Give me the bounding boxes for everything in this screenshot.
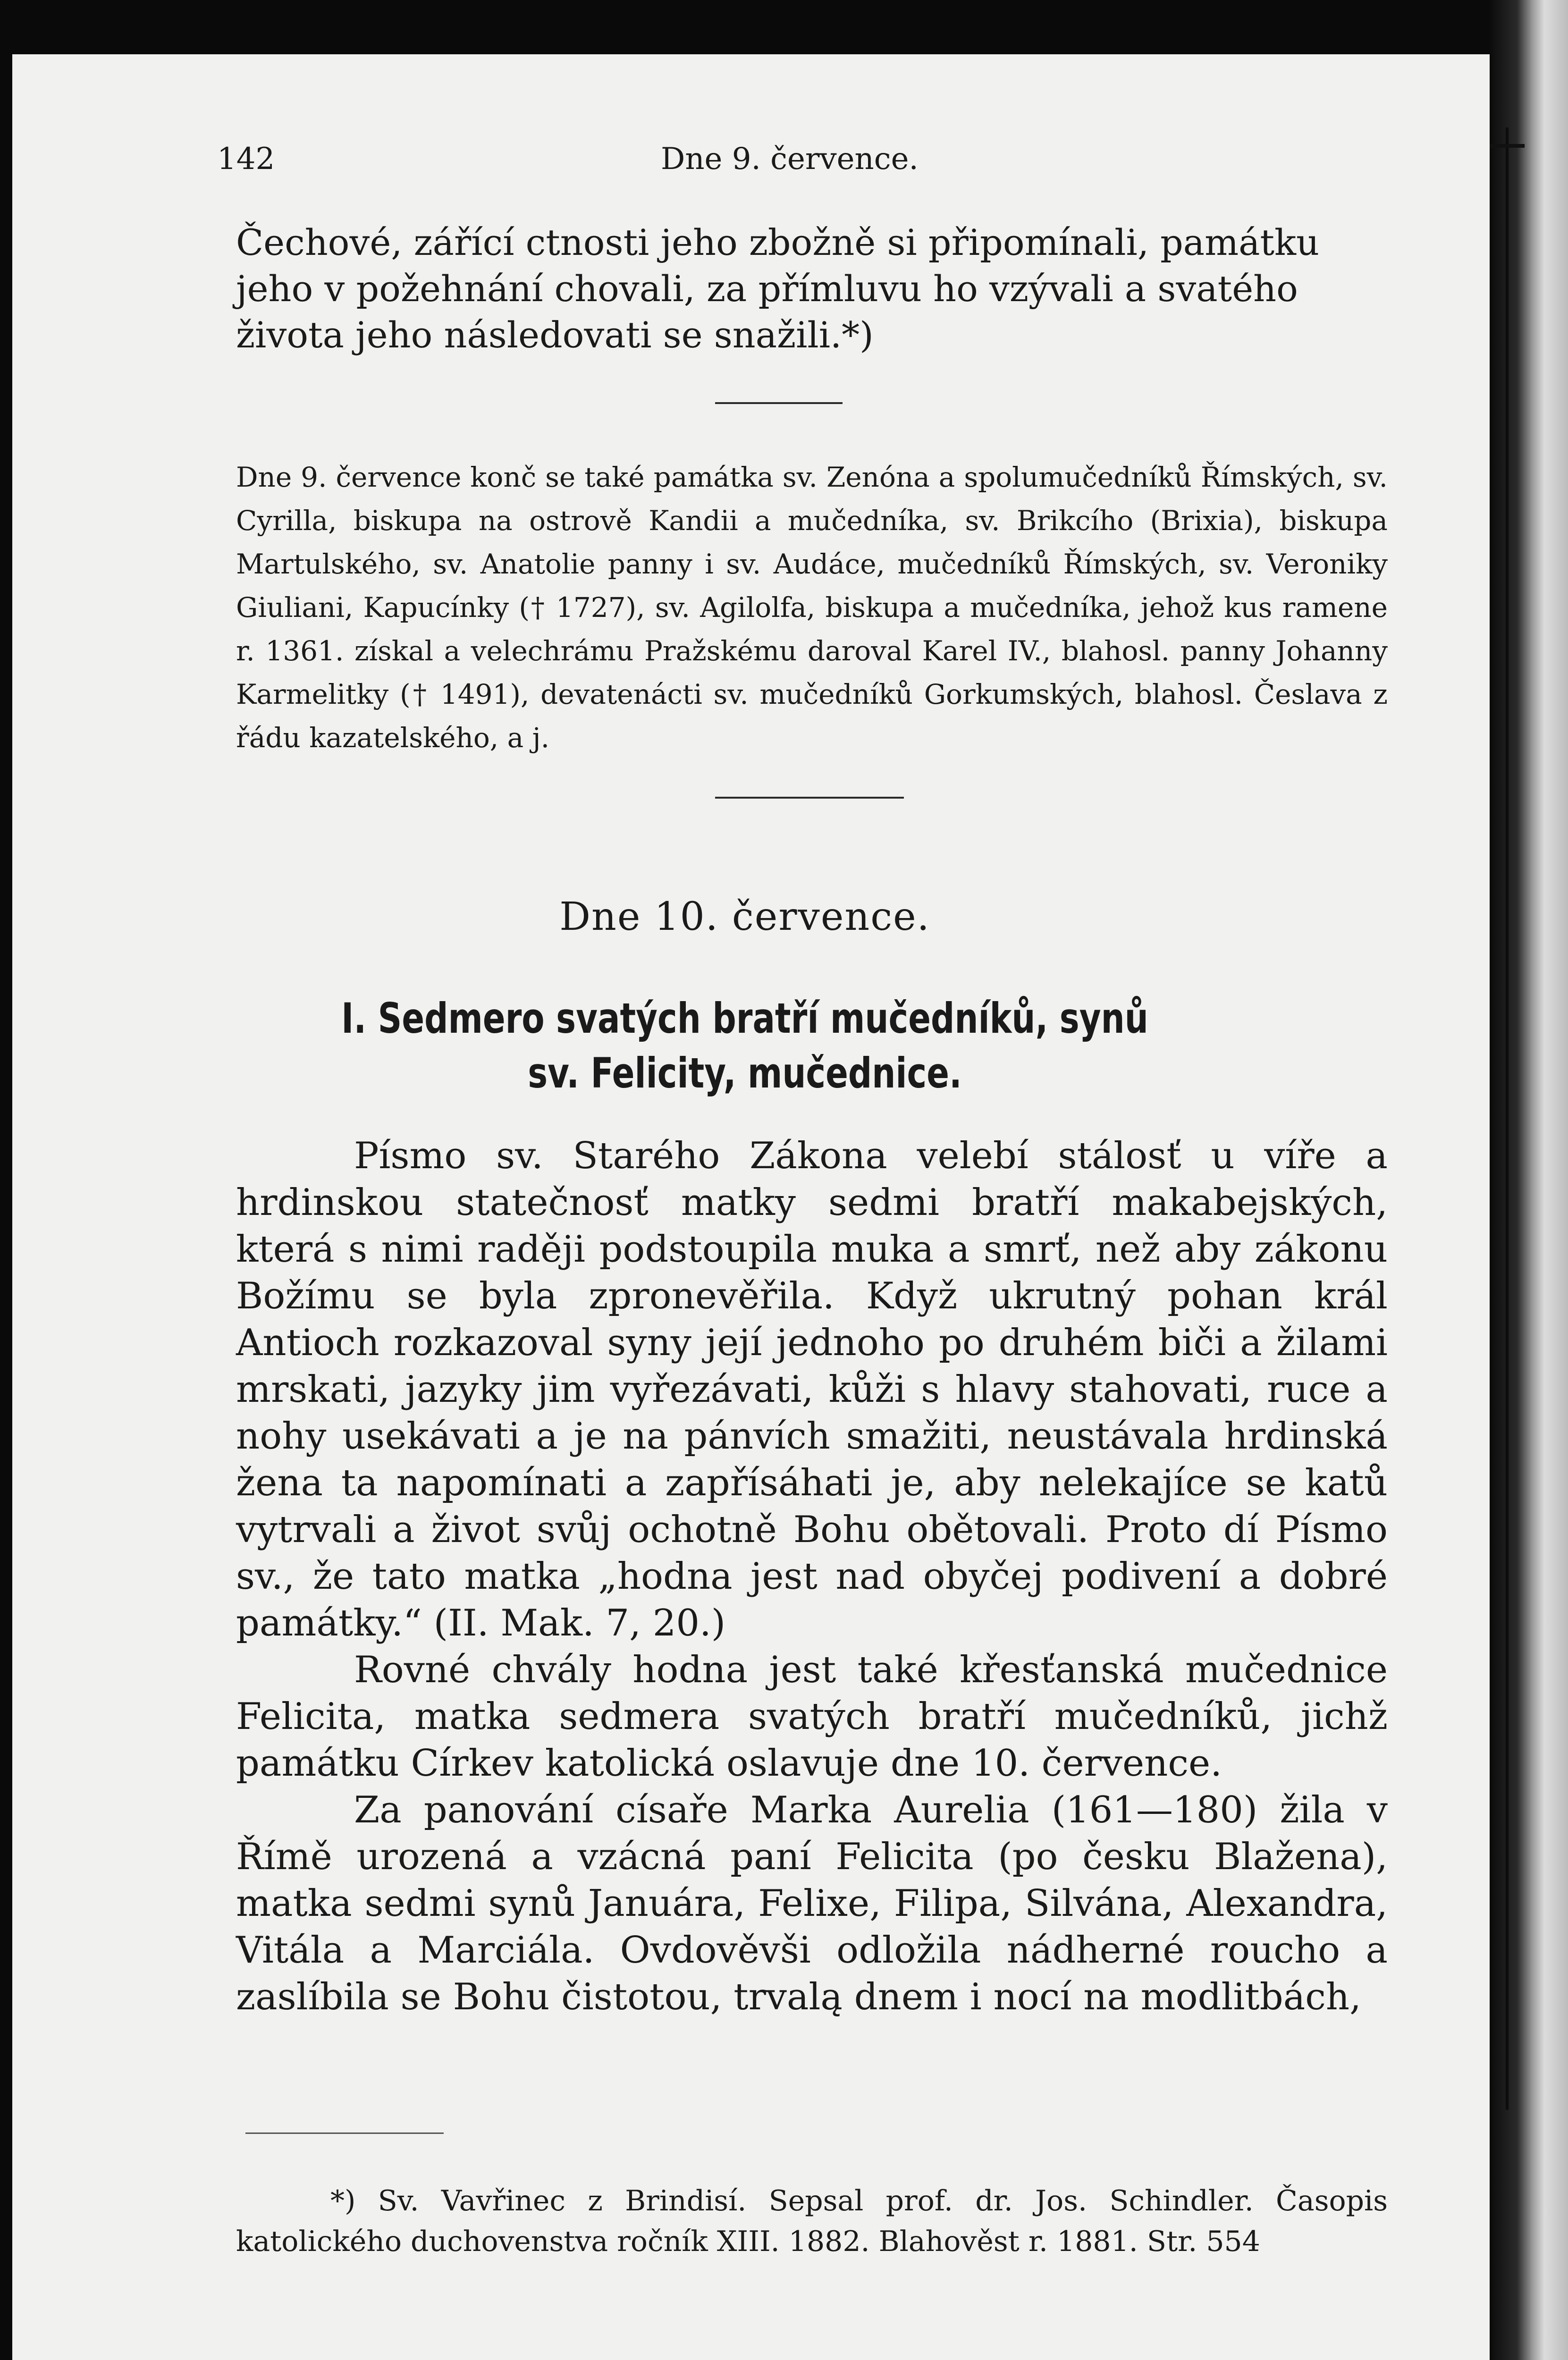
book-edge [1490,0,1568,2360]
running-head [217,137,1397,184]
commemoration-paragraph: Dne 9. července konč se také památka sv. Zenóna a spolumučedníků Římských, sv. Cyrilla, biskupa na ostrově Kandii a mučedníka, sv. Brikcího (Brixia), biskupa Martulského, sv. Anatolie panny i sv. Audáce, mučedníků Římských, sv. Veroniky Giuliani, Kapucínky († 1727), sv. Agilolfa, biskupa a mučedníka, jehož kus ramene r. 1361. získal a velechrámu Pražskému daroval Karel IV., blahosl. panny Johanny Karmelitky († 1491), devatenácti sv. mučedníků Gorkumských, blahosl. Česlava z řádu kazatelského, a j. [236,461,1388,754]
body-text [236,1133,1388,2021]
separator-rule [715,797,904,799]
footnote-rule [245,2132,444,2134]
page-number: 142 [217,142,275,177]
body-paragraph: Písmo sv. Starého Zákona velebí stálosť u víře a hrdinskou statečnosť matky sedmi bratří makabejských, která s nimi raději podstoupila muka a smrť, než aby zákonu Božímu se byla zpronevěřila. Když ukrutný pohan král Antioch rozkazoval syny její jednoho po druhém biči a žilami mrskati, jazyky jim vyřezávati, kůži s hlavy stahovati, ruce a nohy usekávati a je na pánvích smažiti, neustávala hrdinská žena ta napomínati a zapřísáhati je, aby nelekajíce se katů vytrvali a život svůj ochotně Bohu obětovali. Proto dí Písmo sv., že tato matka „hodna jest nad obyčej podivení a dobré památky.“ (II. Mak. 7, 20.) [236,1135,1388,1644]
footnote [236,2181,1388,2262]
body-paragraph: Za panování císaře Marka Aurelia (161—180) žila v Římě urozená a vzácná paní Felicita (po česku Blažena), matka sedmi synů Januára, Felixe, Filipa, Silvána, Alexandra, Vitála a Marciála. Ovdověvši odložila nádherné roucho a zaslíbila se Bohu čistotou, trvalą dnem i nocí na modlitbách, [236,1789,1388,2018]
section-title-line: sv. Felicity, mučednice. [528,1049,962,1097]
running-title: Dne 9. července. [661,142,919,177]
section-title-line: I. Sedmero svatých bratří mučedníků, synů [341,994,1148,1043]
separator-rule [715,402,843,404]
footnote-text: *) Sv. Vavřinec z Brindisí. Sepsal prof. dr. Jos. Schindler. Časopis katolického duchovenstva ročník XIII. 1882. Blahověst r. 1881. Str. 554 [236,2184,1388,2258]
date-heading: Dne 10. července. [559,894,930,939]
body-paragraph: Rovné chvály hodna jest také křesťanská mučednice Felicita, matka sedmera svatých bratří mučedníků, jichž památku Církev katolická oslavuje dne 10. července. [236,1649,1388,1785]
intro-paragraph: Čechové, zářící ctnosti jeho zbožně si připomínali, památku jeho v požehnání chovali, za přímluvu ho vzývali a svatého života jeho následovati se snažili.*) [236,221,1320,356]
section-title [149,991,1341,1101]
binding-line [1506,127,1509,2110]
